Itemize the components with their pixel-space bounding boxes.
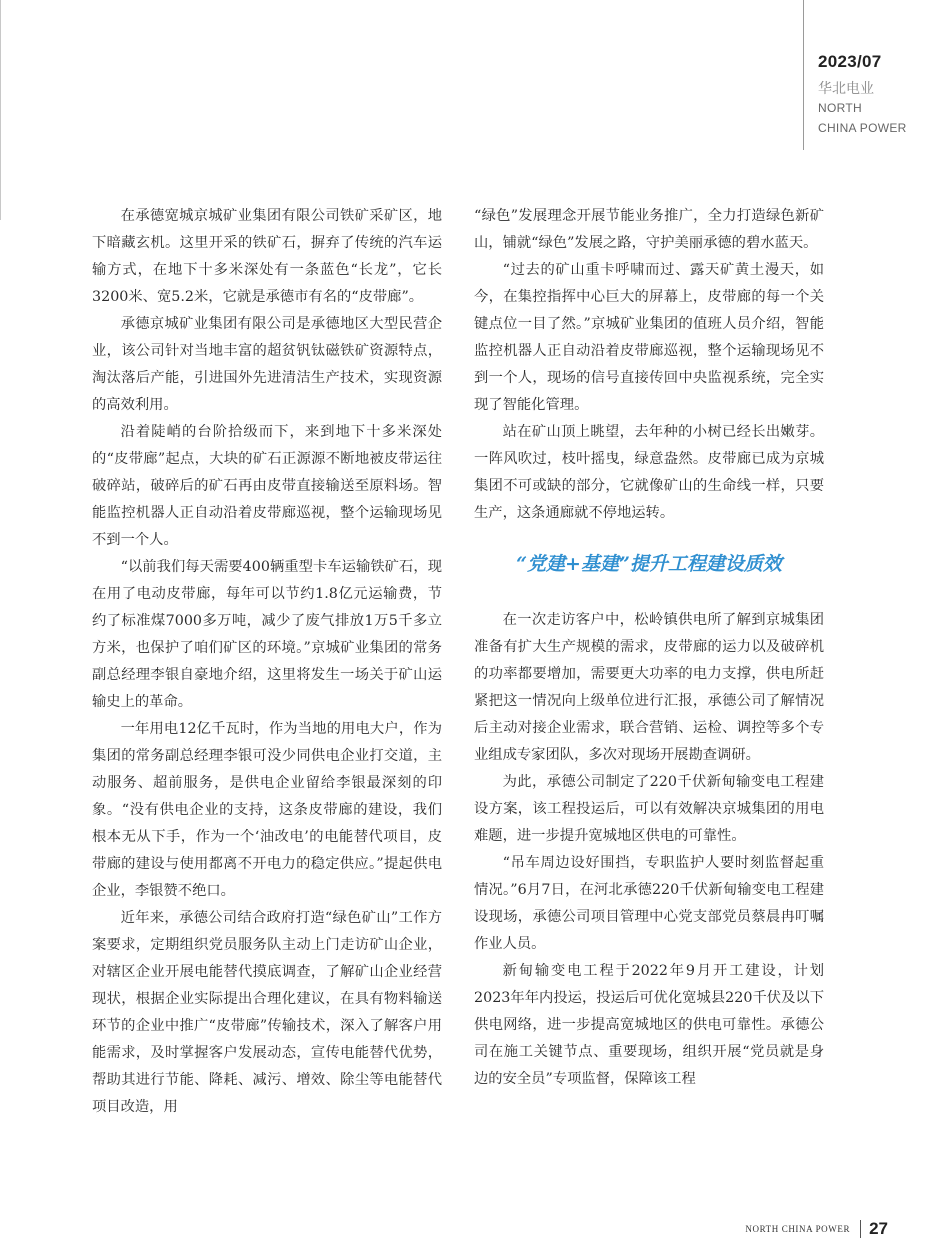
- paragraph: 新甸输变电工程于2022年9月开工建设，计划2023年年内投运，投运后可优化宽城县220千伏及以下供电网络，进一步提高宽城地区的供电可靠性。承德公司在施工关键节点、重要现场，组织开展“党员就是身边的安全员”专项监督，保障该工程: [474, 963, 824, 1087]
- masthead: [818, 52, 907, 138]
- left-column: [92, 203, 442, 1121]
- paragraph: 沿着陡峭的台阶拾级而下，来到地下十多米深处的“皮带廊”起点，大块的矿石正源源不断地被皮带运往破碎站，破碎后的矿石再由皮带直接输送至原料场。智能监控机器人正自动沿着皮带廊巡视，整个运输现场见不到一个人。: [92, 424, 442, 548]
- magazine-name-cn: 华北电业: [818, 80, 874, 96]
- header-divider: [803, 0, 804, 150]
- page-footer: [745, 1219, 888, 1239]
- section-heading: “党建+基建”提升工程建设质效: [516, 553, 782, 575]
- paragraph: 为此，承德公司制定了220千伏新甸输变电工程建设方案，该工程投运后，可以有效解决京城集团的用电难题，进一步提升宽城地区供电的可靠性。: [474, 774, 824, 844]
- magazine-name-en-line1: NORTH: [818, 101, 862, 115]
- right-column: [474, 203, 824, 1093]
- paragraph: 站在矿山顶上眺望，去年种的小树已经长出嫩芽。一阵风吹过，枝叶摇曳，绿意盎然。皮带廊已成为京城集团不可或缺的部分，它就像矿山的生命线一样，只要生产，这条通廊就不停地运转。: [474, 424, 824, 521]
- left-margin-rule: [0, 0, 1, 220]
- footer-divider: [860, 1220, 861, 1238]
- paragraph: 承德京城矿业集团有限公司是承德地区大型民营企业，该公司针对当地丰富的超贫钒钛磁铁矿资源特点，淘汰落后产能，引进国外先进清洁生产技术，实现资源的高效利用。: [92, 316, 442, 413]
- paragraph: 在一次走访客户中，松岭镇供电所了解到京城集团准备有扩大生产规模的需求，皮带廊的运力以及破碎机的功率都要增加，需要更大功率的电力支撑，供电所赶紧把这一情况向上级单位进行汇报，承德公司了解情况后主动对接企业需求，联合营销、运检、调控等多个专业组成专家团队，多次对现场开展勘查调研。: [474, 612, 824, 763]
- paragraph: “过去的矿山重卡呼啸而过、露天矿黄土漫天，如今，在集控指挥中心巨大的屏幕上，皮带廊的每一个关键点位一目了然。”京城矿业集团的值班人员介绍，智能监控机器人正自动沿着皮带廊巡视，整个运输现场见不到一个人，现场的信号直接传回中央监视系统，完全实现了智能化管理。: [474, 262, 824, 413]
- paragraph: 近年来，承德公司结合政府打造“绿色矿山”工作方案要求，定期组织党员服务队主动上门走访矿山企业，对辖区企业开展电能替代摸底调查，了解矿山企业经营现状，根据企业实际提出合理化建议，在具有物料输送环节的企业中推广“皮带廊”传输技术，深入了解客户用能需求，及时掌握客户发展动态，宣传电能替代优势，帮助其进行节能、降耗、减污、增效、除尘等电能替代项目改造，用: [92, 910, 442, 1115]
- paragraph: 在承德宽城京城矿业集团有限公司铁矿采矿区，地下暗藏玄机。这里开采的铁矿石，摒弃了传统的汽车运输方式，在地下十多米深处有一条蓝色“长龙”，它长3200米、宽5.2米，它就是承德市有名的“皮带廊”。: [92, 208, 442, 305]
- paragraph: “吊车周边设好围挡，专职监护人要时刻监督起重情况。”6月7日，在河北承德220千伏新甸输变电工程建设现场，承德公司项目管理中心党支部党员蔡晨冉叮嘱作业人员。: [474, 855, 824, 952]
- paragraph: 一年用电12亿千瓦时，作为当地的用电大户，作为集团的常务副总经理李银可没少同供电企业打交道，主动服务、超前服务，是供电企业留给李银最深刻的印象。“没有供电企业的支持，这条皮带廊的建设，我们根本无从下手，作为一个‘油改电’的电能替代项目，皮带廊的建设与使用都离不开电力的稳定供应。”提起供电企业，李银赞不绝口。: [92, 721, 442, 899]
- paragraph: “以前我们每天需要400辆重型卡车运输铁矿石，现在用了电动皮带廊，每年可以节约1.8亿元运输费，节约了标准煤7000多万吨，减少了废气排放1万5千多立方米，也保护了咱们矿区的环境。”京城矿业集团的常务副总经理李银自豪地介绍，这里将发生一场关于矿山运输史上的革命。: [92, 559, 442, 710]
- page-number: 27: [869, 1219, 888, 1238]
- issue-date: 2023/07: [818, 52, 882, 71]
- magazine-name-en-line2: CHINA POWER: [818, 121, 907, 135]
- footer-brand: NORTH CHINA POWER: [745, 1224, 851, 1234]
- paragraph-continued: “绿色”发展理念开展节能业务推广，全力打造绿色新矿山，铺就“绿色”发展之路，守护美丽承德的碧水蓝天。: [474, 208, 824, 251]
